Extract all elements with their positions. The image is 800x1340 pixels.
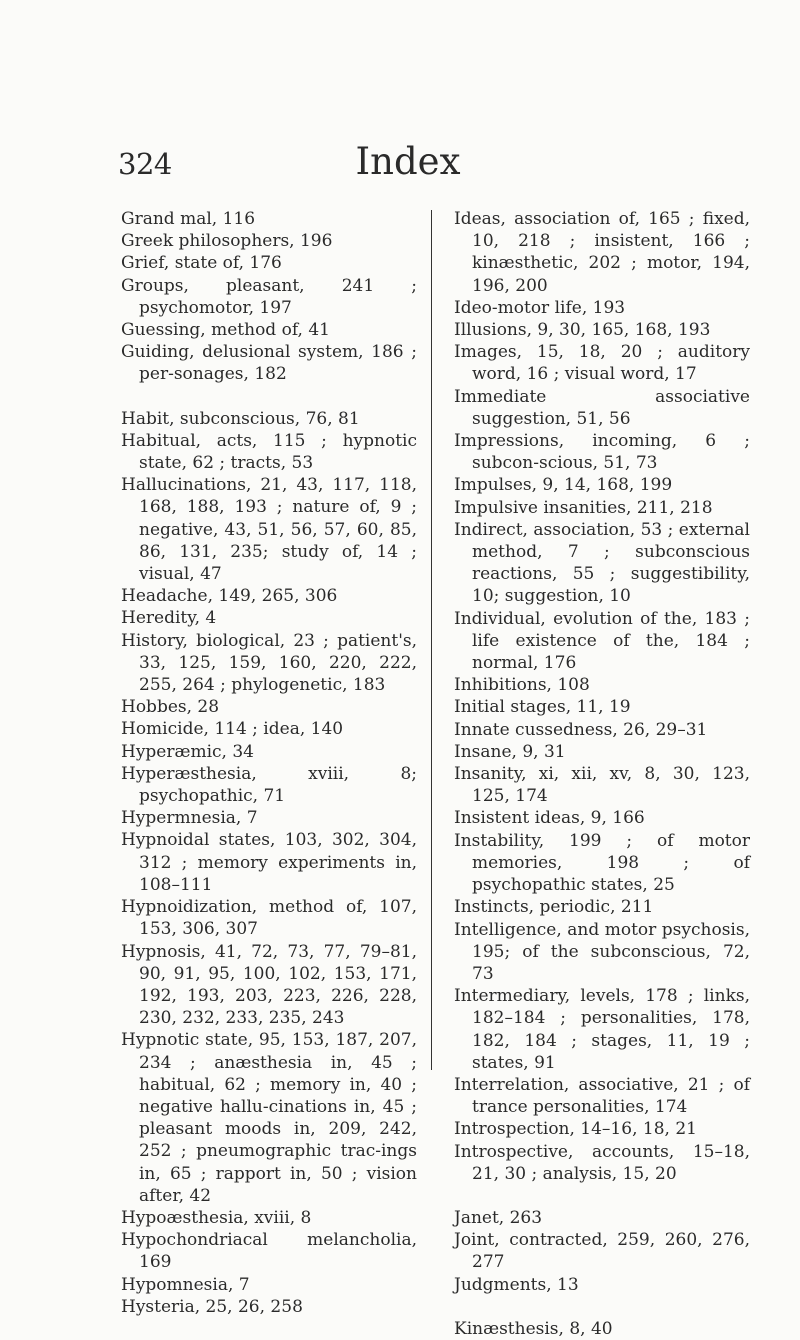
index-entry: Guessing, method of, 41 [121, 320, 330, 341]
index-entry: Illusions, 9, 30, 165, 168, 193 [454, 320, 711, 341]
index-entry: Innate cussedness, 26, 29–31 [454, 719, 708, 740]
index-entry: Instability, 199 ; of motor memories, 198 ; of psychopathic states, 25 [454, 830, 750, 896]
index-entry: Hyperæsthesia, xviii, 8; psychopathic, 71 [121, 763, 417, 807]
index-entry: Joint, contracted, 259, 260, 276, 277 [454, 1230, 750, 1273]
index-entry: Initial stages, 11, 19 [454, 697, 631, 718]
index-entry: Insane, 9, 31 [454, 741, 566, 762]
index-entry: Insistent ideas, 9, 166 [454, 808, 645, 829]
index-entry: Impulses, 9, 14, 168, 199 [454, 475, 673, 496]
column-divider [431, 210, 432, 1070]
index-entry: Impressions, incoming, 6 ; subcon-scious, 51, 73 [454, 431, 750, 474]
index-entry: Immediate associative suggestion, 51, 56 [454, 386, 750, 429]
letter-group-gap [121, 386, 417, 408]
index-entry: Headache, 149, 265, 306 [121, 586, 338, 607]
index-entry: Hypnoidal states, 103, 302, 304, 312 ; memory experiments in, 108–111 [121, 830, 417, 895]
index-entry: Individual, evolution of the, 183 ; life existence of the, 184 ; normal, 176 [454, 608, 750, 674]
index-entry: Hyperæmic, 34 [121, 741, 254, 762]
index-entry: Grand mal, 116 [121, 209, 256, 229]
index-entry: Homicide, 114 ; idea, 140 [121, 719, 344, 740]
index-entry: Hobbes, 28 [121, 697, 220, 718]
index-entry: Guiding, delusional system, 186 ; per-sonages, 182 [121, 342, 417, 385]
index-entry: Habitual, acts, 115 ; hypnotic state, 62 ; tracts, 53 [121, 430, 417, 474]
index-entry: Hypoæsthesia, xviii, 8 [121, 1207, 312, 1228]
letter-group-gap [454, 1296, 750, 1318]
index-entry: Introspective, accounts, 15–18, 21, 30 ; analysis, 15, 20 [454, 1141, 750, 1184]
index-entry: Interrelation, associative, 21 ; of trance personalities, 174 [454, 1074, 750, 1118]
index-entry: Indirect, association, 53 ; external method, 7 ; subconscious reactions, 55 ; suggestibility, 10; suggestion, 10 [454, 519, 750, 607]
index-entry: Inhibitions, 108 [454, 675, 590, 696]
index-entry: Intermediary, levels, 178 ; links, 182–184 ; personalities, 178, 182, 184 ; stages, 11, 19 ; states, 91 [454, 986, 750, 1073]
index-entry: Hallucinations, 21, 43, 117, 118, 168, 188, 193 ; nature of, 9 ; negative, 43, 51, 56, 57, 60, 85, 86, 131, 235; study of, 14 ; visual, 47 [121, 475, 417, 585]
index-column-left [121, 208, 417, 1318]
index-entry: Judgments, 13 [454, 1274, 579, 1295]
index-entry: Greek philosophers, 196 [121, 231, 333, 252]
index-entry: Hypermnesia, 7 [121, 808, 258, 829]
letter-group-gap [454, 1185, 750, 1207]
index-entry: Hypnoidization, method of, 107, 153, 306, 307 [121, 897, 417, 940]
index-entry: Images, 15, 18, 20 ; auditory word, 16 ; visual word, 17 [454, 342, 750, 385]
index-entry: Grief, state of, 176 [121, 253, 282, 274]
page-number: 324 [118, 147, 172, 181]
index-entry: Hypomnesia, 7 [121, 1274, 250, 1295]
index-entry: History, biological, 23 ; patient's, 33, 125, 159, 160, 220, 222, 255, 264 ; phylogenetic, 183 [121, 630, 417, 696]
index-entry: Janet, 263 [454, 1207, 543, 1228]
index-entry: Insanity, xi, xii, xv, 8, 30, 123, 125, 174 [454, 764, 750, 807]
index-entry: Introspection, 14–16, 18, 21 [454, 1119, 697, 1140]
index-entry: Impulsive insanities, 211, 218 [454, 497, 713, 518]
index-entry: Hypochondriacal melancholia, 169 [121, 1230, 417, 1273]
index-entry: Intelligence, and motor psychosis, 195; of the subconscious, 72, 73 [454, 919, 750, 984]
index-entry: Ideo-motor life, 193 [454, 297, 626, 318]
index-entry: Groups, pleasant, 241 ; psychomotor, 197 [121, 275, 417, 318]
page-title: Index [355, 140, 461, 183]
index-entry: Heredity, 4 [121, 608, 217, 629]
index-column-right [454, 208, 750, 1340]
index-entry: Ideas, association of, 165 ; fixed, 10, 218 ; insistent, 166 ; kinæsthetic, 202 ; motor, 194, 196, 200 [454, 209, 750, 296]
index-entry: Hysteria, 25, 26, 258 [121, 1296, 303, 1317]
index-entry: Habit, subconscious, 76, 81 [121, 408, 360, 429]
index-entry: Kinæsthesis, 8, 40 [454, 1318, 613, 1339]
index-entry: Instincts, periodic, 211 [454, 897, 654, 918]
index-entry: Hypnotic state, 95, 153, 187, 207, 234 ; anæsthesia in, 45 ; habitual, 62 ; memory in, 40 ; negative hallu-cinations in, 45 ; pleasant moods in, 209, 242, 252 ; pneumographic trac-ings in, 65 ; rapport in, 50 ; vision after, 42 [121, 1030, 417, 1206]
page-header [0, 142, 800, 186]
index-entry: Hypnosis, 41, 72, 73, 77, 79–81, 90, 91, 95, 100, 102, 153, 171, 192, 193, 203, 223, 226, 228, 230, 232, 233, 235, 243 [121, 941, 417, 1029]
